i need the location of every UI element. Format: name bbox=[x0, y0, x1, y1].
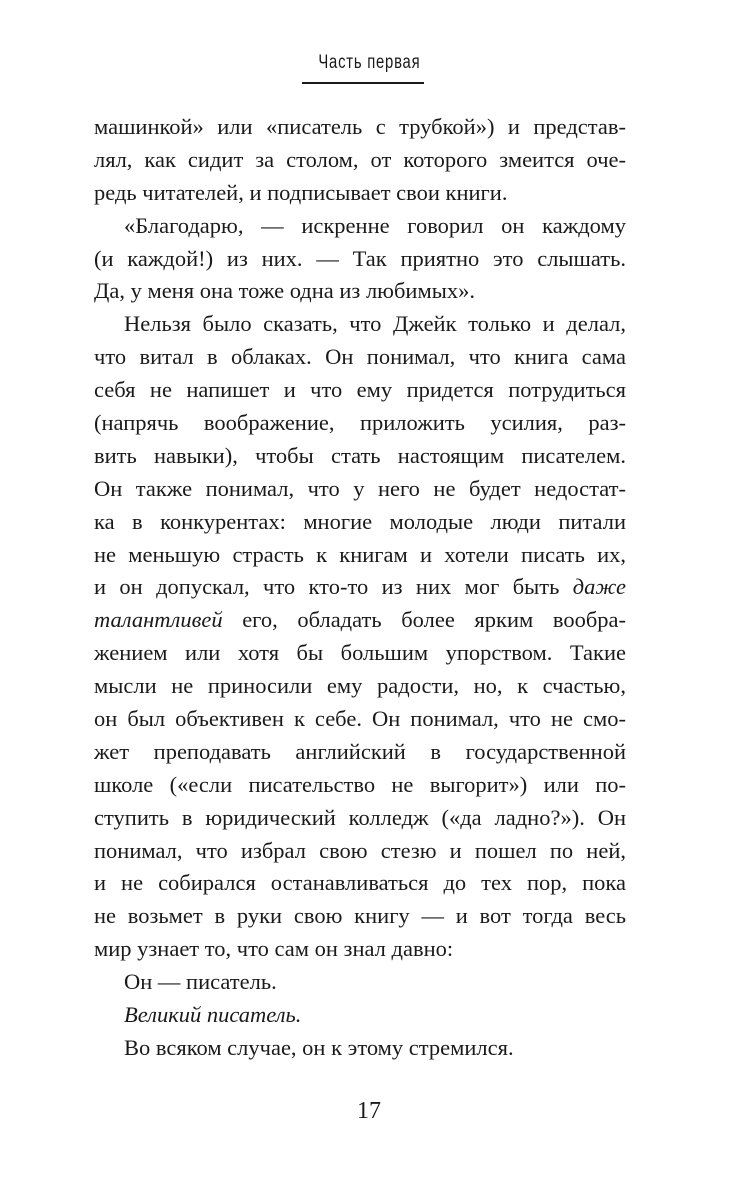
running-head-title: Часть первая bbox=[317, 52, 421, 73]
italic-run: Великий писатель. bbox=[124, 1002, 302, 1028]
text-run: его, обладать более ярким вообра- bbox=[222, 607, 626, 633]
text-line: что витал в облаках. Он понимал, что книга сама bbox=[94, 344, 626, 370]
text-line: ступить в юридический колледж («да ладно?»). Он bbox=[94, 804, 626, 830]
text-line: Да, у меня она тоже одна из любимых». bbox=[94, 278, 475, 304]
text-line: Он — писатель. bbox=[124, 969, 277, 995]
text-line: не меньшую страсть к книгам и хотели писать их, bbox=[94, 541, 626, 567]
text-line: себя не напишет и что ему придется потрудиться bbox=[94, 377, 626, 403]
italic-run: даже bbox=[572, 574, 626, 600]
page-number: 17 bbox=[357, 1098, 381, 1124]
italic-run: талантливей bbox=[94, 607, 223, 633]
body-text bbox=[94, 111, 626, 1065]
text-run: и он допускал, что кто-то из них мог быть bbox=[94, 574, 573, 600]
running-head bbox=[0, 52, 738, 74]
text-line: он был объективен к себе. Он понимал, что не смо- bbox=[94, 706, 626, 732]
text-line: вить навыки), чтобы стать настоящим писателем. bbox=[94, 442, 626, 468]
text-line bbox=[94, 999, 626, 1032]
text-line: мысли не приносили ему радости, но, к счастью, bbox=[94, 673, 626, 699]
text-line: жением или хотя бы большим упорством. Такие bbox=[94, 640, 626, 666]
text-line bbox=[94, 571, 626, 604]
text-line: не возьмет в руки свою книгу — и вот тогда весь bbox=[94, 903, 626, 929]
text-line: редь читателей, и подписывает свои книги. bbox=[94, 179, 508, 205]
text-line: Он также понимал, что у него не будет недостат- bbox=[94, 475, 626, 501]
text-line: и не собирался останавливаться до тех пор, пока bbox=[94, 870, 626, 896]
text-line: школе («если писательство не выгорит») или по- bbox=[94, 771, 626, 797]
running-head-rule bbox=[302, 82, 424, 84]
text-line: ка в конкурентах: многие молодые люди питали bbox=[94, 508, 626, 534]
text-line: (напрячь воображение, приложить усилия, раз- bbox=[94, 410, 626, 436]
text-line: машинкой» или «писатель с трубкой») и представ- bbox=[94, 114, 626, 139]
text-line: «Благодарю, — искренне говорил он каждому bbox=[124, 212, 626, 238]
text-line: жет преподавать английский в государственной bbox=[94, 738, 626, 764]
text-line: Нельзя было сказать, что Джейк только и делал, bbox=[124, 311, 626, 337]
text-line: (и каждой!) из них. — Так приятно это слышать. bbox=[94, 245, 626, 271]
text-line bbox=[94, 604, 626, 637]
text-line: лял, как сидит за столом, от которого змеится оче- bbox=[94, 146, 626, 172]
text-line: понимал, что избрал свою стезю и пошел по ней, bbox=[94, 837, 626, 863]
text-line: Во всяком случае, он к этому стремился. bbox=[124, 1034, 514, 1060]
text-line: мир узнает то, что сам он знал давно: bbox=[94, 936, 454, 962]
